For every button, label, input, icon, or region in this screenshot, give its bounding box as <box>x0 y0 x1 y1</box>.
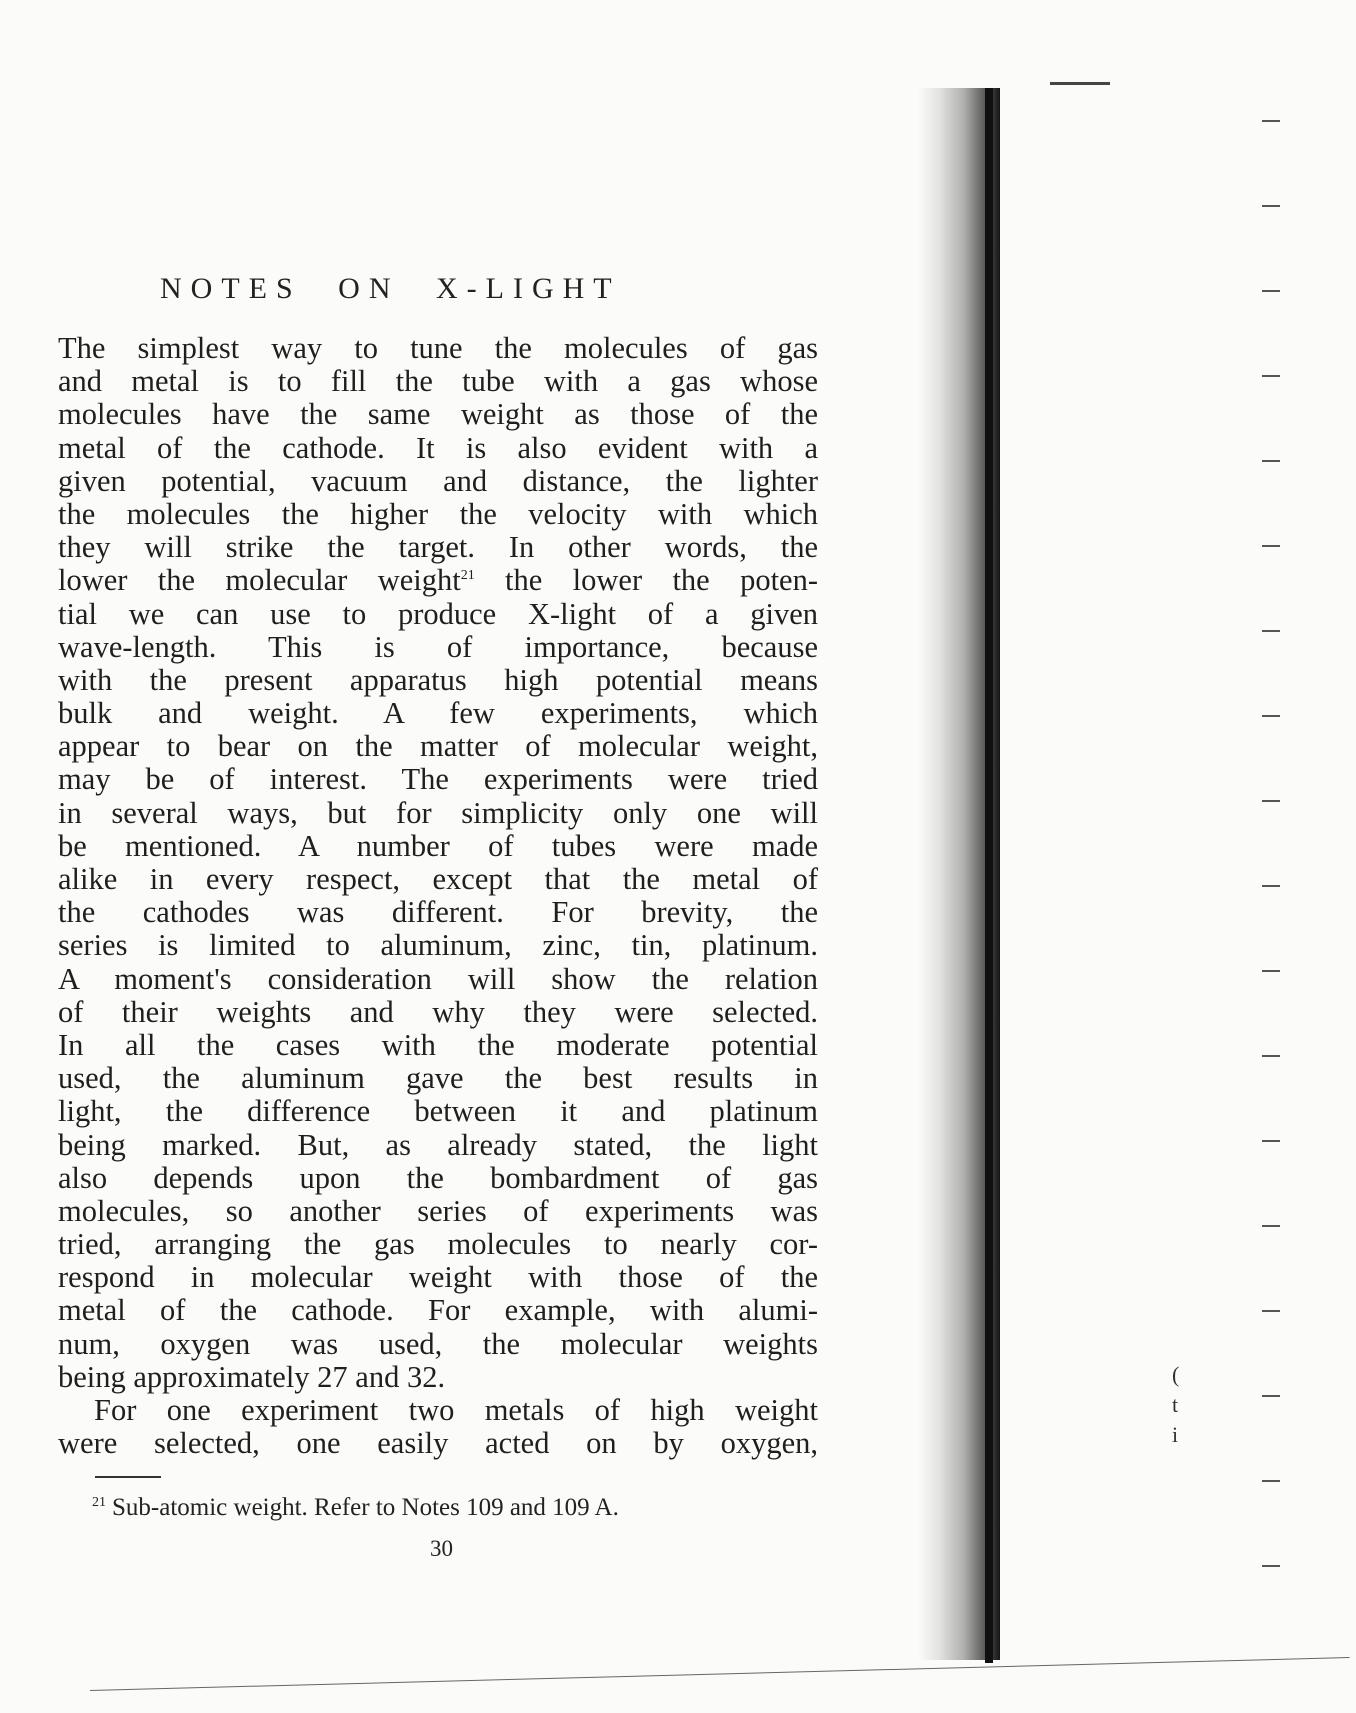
page-number: 30 <box>430 1536 453 1561</box>
text-line: be mentioned. A number of tubes were made <box>58 828 818 863</box>
scan-mark <box>1262 885 1280 887</box>
text-line: being approximately 27 and 32. <box>58 1359 446 1394</box>
text-line: given potential, vacuum and distance, the lighter <box>58 463 818 498</box>
text-line: also depends upon the bombardment of gas <box>58 1160 818 1195</box>
text-line: were selected, one easily acted on by oxygen, <box>58 1426 818 1461</box>
page-title: NOTES ON X-LIGHT <box>160 272 621 305</box>
text-line: of their weights and why they were selected. <box>58 994 818 1029</box>
scan-mark <box>1262 1310 1280 1312</box>
text-line: molecules have the same weight as those of the <box>58 397 818 432</box>
text-line: In all the cases with the moderate potential <box>58 1027 818 1062</box>
text-line-with-footnote <box>58 564 818 597</box>
text-line: For one experiment two metals of high weight <box>94 1393 818 1427</box>
scan-edge-line <box>90 1657 1350 1691</box>
text-line: molecules, so another series of experiments was <box>58 1193 818 1228</box>
text-line: they will strike the target. In other words, the <box>58 530 818 565</box>
scan-mark <box>1262 545 1280 547</box>
scan-mark <box>1262 970 1280 972</box>
scan-mark <box>1262 800 1280 802</box>
text-line: The simplest way to tune the molecules of gas <box>58 331 818 365</box>
text-line: bulk and weight. A few experiments, which <box>58 696 818 731</box>
scan-mark <box>1262 460 1280 462</box>
text-line: metal of the cathode. It is also evident with a <box>58 430 818 465</box>
text-line: A moment's consideration will show the relation <box>58 961 818 996</box>
text-line: wave-length. This is of importance, because <box>58 629 818 664</box>
footnote-divider <box>95 1476 161 1478</box>
text-fragment: the lower the poten- <box>474 563 818 598</box>
scan-mark <box>1262 1055 1280 1057</box>
text-line: in several ways, but for simplicity only one will <box>58 795 818 830</box>
text-line: series is limited to aluminum, zinc, tin, platinum. <box>58 928 818 963</box>
scan-mark <box>1262 715 1280 717</box>
scan-mark <box>1050 82 1110 85</box>
scan-mark <box>1262 205 1280 207</box>
text-line: tial we can use to produce X-light of a given <box>58 596 818 631</box>
margin-glyph: t <box>1172 1392 1179 1417</box>
text-line: respond in molecular weight with those of the <box>58 1260 818 1295</box>
footnote <box>92 1494 619 1522</box>
scan-mark <box>1262 290 1280 292</box>
text-line: being marked. But, as already stated, the light <box>58 1127 818 1162</box>
text-line: appear to bear on the matter of molecular weight, <box>58 729 818 764</box>
text-line: the molecules the higher the velocity with which <box>58 496 818 531</box>
footnote-mark: 21 <box>92 1494 106 1510</box>
margin-glyph: i <box>1172 1422 1179 1447</box>
scan-mark <box>1262 1395 1280 1397</box>
scan-mark <box>1262 630 1280 632</box>
scan-mark <box>1262 1225 1280 1227</box>
text-line: the cathodes was different. For brevity, the <box>58 895 818 930</box>
text-line: alike in every respect, except that the metal of <box>58 862 818 896</box>
text-line: light, the difference between it and platinum <box>58 1094 818 1129</box>
scan-mark <box>1262 1140 1280 1142</box>
text-line: used, the aluminum gave the best results in <box>58 1061 818 1096</box>
scan-mark <box>1262 1480 1280 1482</box>
scan-mark <box>1262 375 1280 377</box>
body-paragraph <box>58 332 818 1460</box>
text-line: with the present apparatus high potential means <box>58 662 818 697</box>
text-line: num, oxygen was used, the molecular weights <box>58 1326 818 1361</box>
text-line: tried, arranging the gas molecules to nearly cor- <box>58 1227 818 1262</box>
scan-mark <box>1262 1565 1280 1567</box>
book-gutter-edge <box>985 88 993 1663</box>
text-line: metal of the cathode. For example, with alumi- <box>58 1293 818 1328</box>
text-line: and metal is to fill the tube with a gas whose <box>58 364 818 399</box>
footnote-text: Sub-atomic weight. Refer to Notes 109 and 109 A. <box>112 1494 619 1521</box>
margin-glyph: ( <box>1172 1362 1180 1387</box>
footnote-reference: 21 <box>460 568 475 584</box>
scan-mark <box>1262 120 1280 122</box>
text-fragment: lower the molecular weight <box>58 563 461 598</box>
text-line: may be of interest. The experiments were tried <box>58 762 818 797</box>
